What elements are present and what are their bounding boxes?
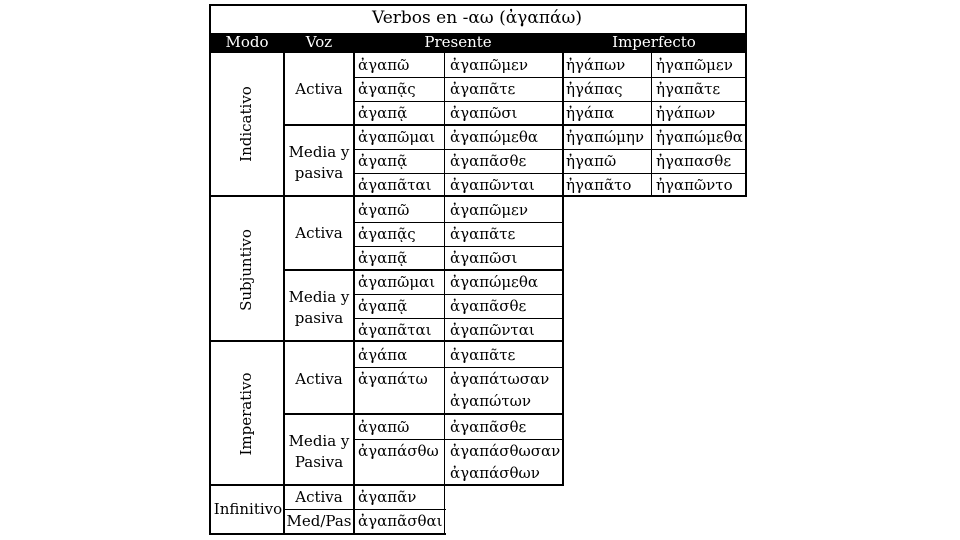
form-cell: ἀγαπᾶτε — [450, 225, 516, 243]
row-line — [354, 318, 563, 319]
row-line — [354, 77, 746, 78]
form-cell: ἀγαπῶ — [358, 201, 410, 219]
form-cell: ἀγαπῶ — [358, 418, 410, 436]
form-cell: ἀγαπᾶσθαι — [358, 512, 443, 530]
border-line — [283, 269, 564, 271]
mood-imperativo: Imperativo — [237, 372, 255, 456]
form-cell: ἠγαπῶντο — [656, 176, 733, 194]
form-cell: ἀγάπα — [358, 346, 408, 364]
form-cell: ἀγαπᾶσθε — [450, 418, 527, 436]
form-cell: ἠγάπας — [566, 80, 623, 98]
row-line — [354, 101, 746, 102]
form-cell: ἀγαπᾶσθε — [450, 152, 527, 170]
form-cell: ἠγαπᾶτο — [566, 176, 632, 194]
form-cell: ἀγαπᾷ — [358, 249, 408, 267]
row-line — [354, 222, 563, 223]
voice-inf-medpas: Med/Pas — [286, 512, 352, 530]
border-line — [283, 413, 564, 415]
mood-indicativo: Indicativo — [237, 86, 255, 162]
form-cell: ἀγαπώμεθα — [450, 128, 538, 146]
form-cell: ἀγαπάσθωσαν — [450, 442, 561, 460]
mood-subjuntivo: Subjuntivo — [237, 229, 255, 311]
row-line — [354, 246, 563, 247]
form-cell: ἀγαπᾶν — [358, 488, 417, 506]
form-cell: ἀγαπῶσι — [450, 104, 518, 122]
voice-ind-activa: Activa — [295, 80, 343, 98]
form-cell: ἀγαπᾶτε — [450, 346, 516, 364]
form-cell: ἀγαπῶνται — [450, 176, 535, 194]
form-cell: ἀγαπᾶται — [358, 321, 432, 339]
header-modo: Modo — [225, 33, 269, 51]
form-cell: ἀγαπᾷ — [358, 297, 408, 315]
form-cell: ἀγαπᾶται — [358, 176, 432, 194]
form-cell: ἠγαπασθε — [656, 152, 732, 170]
form-cell: ἀγαπῶμεν — [450, 56, 528, 74]
voice-sub-activa: Activa — [295, 224, 343, 242]
header-voz: Voz — [305, 33, 333, 51]
form-cell: ἀγαπῶ — [358, 56, 410, 74]
form-cell: ἀγαπῶσι — [450, 249, 518, 267]
form-cell: ἠγαπῶ — [566, 152, 617, 170]
border-line — [283, 509, 446, 510]
border-line — [745, 4, 747, 196]
form-cell: ἀγαπῶμαι — [358, 128, 436, 146]
border-line — [283, 124, 747, 126]
border-line — [209, 195, 747, 197]
form-cell: ἀγαπώμεθα — [450, 273, 538, 291]
table-title: Verbos en -αω (ἀγαπάω) — [372, 8, 582, 28]
row-line — [354, 367, 563, 368]
form-cell: ἠγαπᾶτε — [656, 80, 721, 98]
form-cell: ἀγαπᾶτε — [450, 80, 516, 98]
row-line — [354, 149, 746, 150]
form-cell: ἀγαπᾷ — [358, 104, 408, 122]
form-cell: ἀγαπῶνται — [450, 321, 535, 339]
border-line — [209, 340, 564, 342]
form-cell: ἠγαπώμεθα — [656, 128, 743, 146]
form-cell: ἠγάπα — [566, 104, 615, 122]
header-imperfecto: Imperfecto — [612, 33, 696, 51]
voice-ind-media: Media y pasiva — [288, 143, 350, 182]
form-cell: ἀγαπάσθων — [450, 464, 540, 482]
form-cell: ἀγαπᾷς — [358, 80, 416, 98]
form-cell: ἀγαπάτω — [358, 370, 428, 388]
form-cell: ἀγαπᾶσθε — [450, 297, 527, 315]
form-cell: ἀγαπάσθω — [358, 442, 439, 460]
form-cell: ἀγαπῶμαι — [358, 273, 436, 291]
mood-infinitivo: Infinitivo — [213, 500, 283, 518]
row-line — [354, 439, 563, 440]
border-line — [209, 533, 446, 535]
form-cell: ἀγαπῶμεν — [450, 201, 528, 219]
form-cell: ἠγάπων — [656, 104, 716, 122]
form-cell: ἠγαπῶμεν — [656, 56, 733, 74]
form-cell: ἠγαπώμην — [566, 128, 645, 146]
form-cell: ἀγαπᾷ — [358, 152, 408, 170]
row-line — [354, 173, 746, 174]
border-line — [209, 4, 747, 6]
row-line — [354, 294, 563, 295]
form-cell: ἀγαπάτωσαν — [450, 370, 550, 388]
border-line — [209, 4, 211, 535]
voice-inf-activa: Activa — [295, 488, 343, 506]
header-presente: Presente — [424, 33, 492, 51]
form-cell: ἀγαπώτων — [450, 392, 531, 410]
border-line — [209, 484, 564, 486]
voice-imp-activa: Activa — [295, 370, 343, 388]
voice-imp-media: Media y Pasiva — [288, 432, 350, 471]
form-cell: ἠγάπων — [566, 56, 626, 74]
voice-sub-media: Media y pasiva — [288, 288, 350, 327]
form-cell: ἀγαπᾷς — [358, 225, 416, 243]
